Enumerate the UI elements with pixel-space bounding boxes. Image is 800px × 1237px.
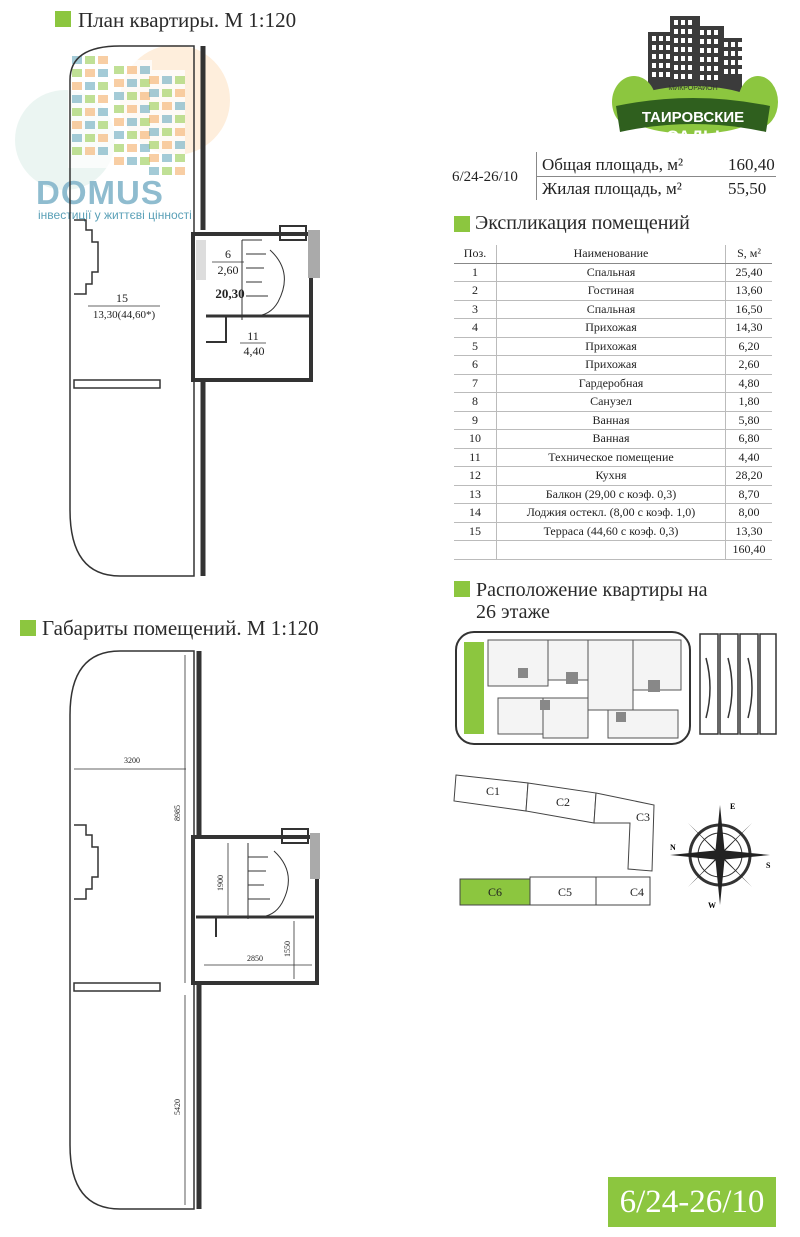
total-area-value: 160,40 — [728, 155, 775, 174]
dim-5420: 5420 — [173, 1099, 182, 1115]
table-row — [454, 522, 772, 541]
plan-title: План квартиры. М 1:120 — [78, 8, 297, 32]
dim-1900: 1900 — [216, 875, 225, 891]
compass-n: N — [670, 843, 676, 852]
row-area: 25,40 — [726, 263, 773, 282]
room15-area: 13,30(44,60*) — [92, 309, 156, 321]
row-position: 9 — [454, 411, 497, 430]
row-name: Техническое помещение — [497, 448, 726, 467]
apartment-code: 6/24-26/10 — [452, 169, 518, 185]
heading-marker — [454, 581, 470, 597]
row-area: 13,60 — [726, 282, 773, 301]
row-name: Спальная — [497, 263, 726, 282]
row-position: 13 — [454, 485, 497, 504]
row-position: 12 — [454, 467, 497, 486]
header-area: S, м² — [726, 245, 773, 263]
dims-title: Габариты помещений. М 1:120 — [42, 616, 319, 640]
table-row — [454, 393, 772, 412]
row-area: 160,40 — [726, 541, 773, 560]
row-name: Прихожая — [497, 319, 726, 338]
row-position: 6 — [454, 356, 497, 375]
row-name: Спальная — [497, 300, 726, 319]
table-header-row — [454, 245, 772, 263]
compass-rose — [668, 800, 773, 910]
table-row — [454, 282, 772, 301]
dim-1550: 1550 — [283, 941, 292, 957]
heading-marker — [55, 11, 71, 27]
row-area: 2,60 — [726, 356, 773, 375]
section-c3 — [594, 793, 654, 871]
compass-w: W — [708, 901, 716, 910]
living-area-label: Жилая площадь, м² — [542, 179, 682, 198]
row-position — [454, 541, 497, 560]
row-position: 11 — [454, 448, 497, 467]
row-name: Ванная — [497, 411, 726, 430]
complex-logo — [608, 10, 778, 150]
complex-name-line2: САДЫ — [666, 127, 720, 146]
row-name: Прихожая — [497, 337, 726, 356]
row-name: Кухня — [497, 467, 726, 486]
row-area: 13,30 — [726, 522, 773, 541]
row-name: Гостиная — [497, 282, 726, 301]
stair-area: 20,30 — [215, 286, 245, 301]
floor-schematic — [448, 628, 778, 753]
row-area: 6,20 — [726, 337, 773, 356]
row-position: 1 — [454, 263, 497, 282]
row-name: Гардеробная — [497, 374, 726, 393]
section-label-c1: C1 — [486, 784, 501, 798]
row-name: Лоджия остекл. (8,00 с коэф. 1,0) — [497, 504, 726, 523]
table-row — [454, 467, 772, 486]
row-area: 4,40 — [726, 448, 773, 467]
section-label-c2: C2 — [556, 795, 571, 809]
section-label-c5: C5 — [558, 885, 573, 899]
summary-row-divider — [536, 176, 776, 177]
row-area: 8,00 — [726, 504, 773, 523]
explication-title: Экспликация помещений — [475, 212, 690, 234]
apartment-highlight — [464, 642, 484, 734]
heading-marker — [20, 620, 36, 636]
explication-table — [454, 245, 772, 560]
row-area: 1,80 — [726, 393, 773, 412]
row-name: Ванная — [497, 430, 726, 449]
section-label-c3: C3 — [636, 810, 651, 824]
row-name: Прихожая — [497, 356, 726, 375]
table-row — [454, 430, 772, 449]
site-plan — [448, 765, 668, 910]
row-area: 5,80 — [726, 411, 773, 430]
table-row — [454, 300, 772, 319]
row-area: 16,50 — [726, 300, 773, 319]
table-row — [454, 337, 772, 356]
complex-name-line1: ТАИРОВСКИЕ — [641, 109, 745, 126]
table-row — [454, 485, 772, 504]
room11-area: 4,40 — [243, 344, 265, 358]
complex-small-label: МИКРОРАЙОН — [668, 85, 718, 92]
compass-e: E — [730, 802, 736, 811]
row-area: 6,80 — [726, 430, 773, 449]
row-position: 7 — [454, 374, 497, 393]
row-position: 15 — [454, 522, 497, 541]
room15-number: 15 — [116, 291, 128, 305]
header-position: Поз. — [454, 245, 497, 263]
table-row — [454, 319, 772, 338]
header-name: Наименование — [497, 245, 726, 263]
dim-3200: 3200 — [124, 756, 140, 765]
room6-number: 6 — [225, 247, 231, 261]
row-position: 3 — [454, 300, 497, 319]
location-title-line1: Расположение квартиры на — [476, 579, 708, 601]
section-label-c4: C4 — [630, 885, 645, 899]
brand-name: DOMUS — [36, 174, 164, 211]
row-position: 2 — [454, 282, 497, 301]
table-row — [454, 411, 772, 430]
row-position: 10 — [454, 430, 497, 449]
row-area: 28,20 — [726, 467, 773, 486]
table-row — [454, 448, 772, 467]
row-area: 14,30 — [726, 319, 773, 338]
apartment-plan — [60, 40, 330, 580]
apartment-badge: 6/24-26/10 — [608, 1177, 776, 1227]
row-position: 14 — [454, 504, 497, 523]
room6-area: 2,60 — [217, 263, 239, 277]
dim-8985: 8985 — [173, 805, 182, 821]
row-area: 8,70 — [726, 485, 773, 504]
heading-marker — [454, 216, 470, 232]
row-position: 8 — [454, 393, 497, 412]
location-title-line2: 26 этаже — [476, 601, 550, 623]
table-row — [454, 263, 772, 282]
row-name: Санузел — [497, 393, 726, 412]
room11-number: 11 — [247, 329, 259, 343]
dimensions-plan — [60, 645, 330, 1215]
compass-s: S — [766, 861, 771, 870]
row-name: Балкон (29,00 с коэф. 0,3) — [497, 485, 726, 504]
brand-tagline: інвестиції у життєві цінності — [38, 208, 192, 222]
table-row — [454, 374, 772, 393]
table-row — [454, 541, 772, 560]
living-area-value: 55,50 — [728, 179, 767, 198]
location-title — [476, 579, 707, 623]
row-name: Терраса (44,60 с коэф. 0,3) — [497, 522, 726, 541]
row-position: 5 — [454, 337, 497, 356]
section-label-c6: C6 — [488, 885, 503, 899]
row-name — [497, 541, 726, 560]
table-row — [454, 356, 772, 375]
row-position: 4 — [454, 319, 497, 338]
row-area: 4,80 — [726, 374, 773, 393]
table-row — [454, 504, 772, 523]
total-area-label: Общая площадь, м² — [542, 155, 684, 174]
dim-2850: 2850 — [247, 954, 263, 963]
